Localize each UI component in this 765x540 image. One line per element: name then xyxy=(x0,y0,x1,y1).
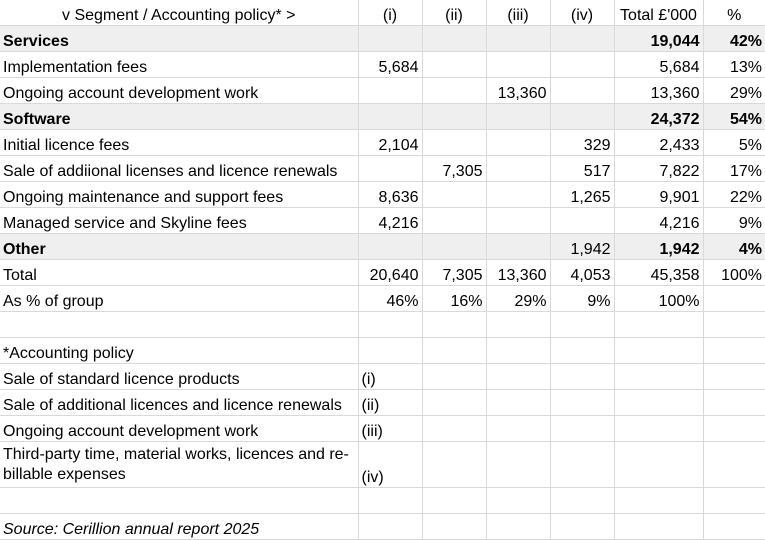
policy-title: *Accounting policy xyxy=(0,338,358,364)
cell-ii: 16% xyxy=(422,286,486,312)
col-header-i: (i) xyxy=(358,0,422,26)
cell-iii: 13,360 xyxy=(486,78,550,104)
table-row xyxy=(0,208,765,234)
col-header-pct: % xyxy=(703,0,765,26)
cell-pct: 13% xyxy=(703,52,765,78)
row-label: Initial licence fees xyxy=(0,130,358,156)
cell-total: 13,360 xyxy=(614,78,703,104)
cell-total: 7,822 xyxy=(614,156,703,182)
cell-iv: 4,053 xyxy=(550,260,614,286)
row-label: Total xyxy=(0,260,358,286)
cell-pct: 100% xyxy=(703,260,765,286)
col-header-iv: (iv) xyxy=(550,0,614,26)
cell-iii: 29% xyxy=(486,286,550,312)
cell-i: 5,684 xyxy=(358,52,422,78)
policy-title-row xyxy=(0,338,765,364)
pct-group-row xyxy=(0,286,765,312)
row-label: Ongoing maintenance and support fees xyxy=(0,182,358,208)
row-label: Implementation fees xyxy=(0,52,358,78)
cell-pct: 17% xyxy=(703,156,765,182)
col-header-ii: (ii) xyxy=(422,0,486,26)
policy-code: (ii) xyxy=(358,390,422,416)
cell-total: 1,942 xyxy=(614,234,703,260)
source-note: Source: Cerillion annual report 2025 xyxy=(0,514,358,540)
cell-pct: 9% xyxy=(703,208,765,234)
row-label: Other xyxy=(0,234,358,260)
policy-row xyxy=(0,442,765,488)
cell-ii: 7,305 xyxy=(422,156,486,182)
cell-pct: 22% xyxy=(703,182,765,208)
cell-i: 20,640 xyxy=(358,260,422,286)
cell-i: 46% xyxy=(358,286,422,312)
cell-iv: 1,265 xyxy=(550,182,614,208)
cell-i: 4,216 xyxy=(358,208,422,234)
table-row xyxy=(0,52,765,78)
col-header-total: Total £'000 xyxy=(614,0,703,26)
row-label: Software xyxy=(0,104,358,130)
row-label: Ongoing account development work xyxy=(0,78,358,104)
policy-code: (iii) xyxy=(358,416,422,442)
cell-pct: 42% xyxy=(703,26,765,52)
segment-row-services xyxy=(0,26,765,52)
cell-iv: 1,942 xyxy=(550,234,614,260)
cell-total: 100% xyxy=(614,286,703,312)
policy-label: Sale of standard licence products xyxy=(0,364,358,390)
table-row xyxy=(0,156,765,182)
col-header-iii: (iii) xyxy=(486,0,550,26)
blank-row xyxy=(0,488,765,514)
source-row xyxy=(0,514,765,540)
blank-row xyxy=(0,312,765,338)
row-label: Services xyxy=(0,26,358,52)
cell-pct: 29% xyxy=(703,78,765,104)
cell-ii: 7,305 xyxy=(422,260,486,286)
cell-iv: 517 xyxy=(550,156,614,182)
policy-row xyxy=(0,416,765,442)
cell-total: 19,044 xyxy=(614,26,703,52)
cell-iv: 329 xyxy=(550,130,614,156)
cell-total: 5,684 xyxy=(614,52,703,78)
row-label: Sale of addiional licenses and licence renewals xyxy=(0,156,358,182)
policy-code: (i) xyxy=(358,364,422,390)
header-row xyxy=(0,0,765,26)
policy-label: Ongoing account development work xyxy=(0,416,358,442)
segment-policy-header: v Segment / Accounting policy* > xyxy=(0,0,358,26)
cell-total: 9,901 xyxy=(614,182,703,208)
policy-row xyxy=(0,390,765,416)
policy-code: (iv) xyxy=(358,442,422,488)
row-label: As % of group xyxy=(0,286,358,312)
segment-row-other xyxy=(0,234,765,260)
policy-row xyxy=(0,364,765,390)
cell-pct: 5% xyxy=(703,130,765,156)
policy-label: Third-party time, material works, licences and re-billable expenses xyxy=(0,442,358,488)
table-row xyxy=(0,78,765,104)
cell-total: 2,433 xyxy=(614,130,703,156)
total-row xyxy=(0,260,765,286)
row-label: Managed service and Skyline fees xyxy=(0,208,358,234)
table-row xyxy=(0,130,765,156)
cell-total: 45,358 xyxy=(614,260,703,286)
cell-iii: 13,360 xyxy=(486,260,550,286)
cell-total: 4,216 xyxy=(614,208,703,234)
cell-iv: 9% xyxy=(550,286,614,312)
policy-label: Sale of additional licences and licence renewals xyxy=(0,390,358,416)
table-row xyxy=(0,182,765,208)
segment-row-software xyxy=(0,104,765,130)
cell-i: 8,636 xyxy=(358,182,422,208)
cell-pct: 54% xyxy=(703,104,765,130)
cell-total: 24,372 xyxy=(614,104,703,130)
cell-i: 2,104 xyxy=(358,130,422,156)
cell-pct: 4% xyxy=(703,234,765,260)
